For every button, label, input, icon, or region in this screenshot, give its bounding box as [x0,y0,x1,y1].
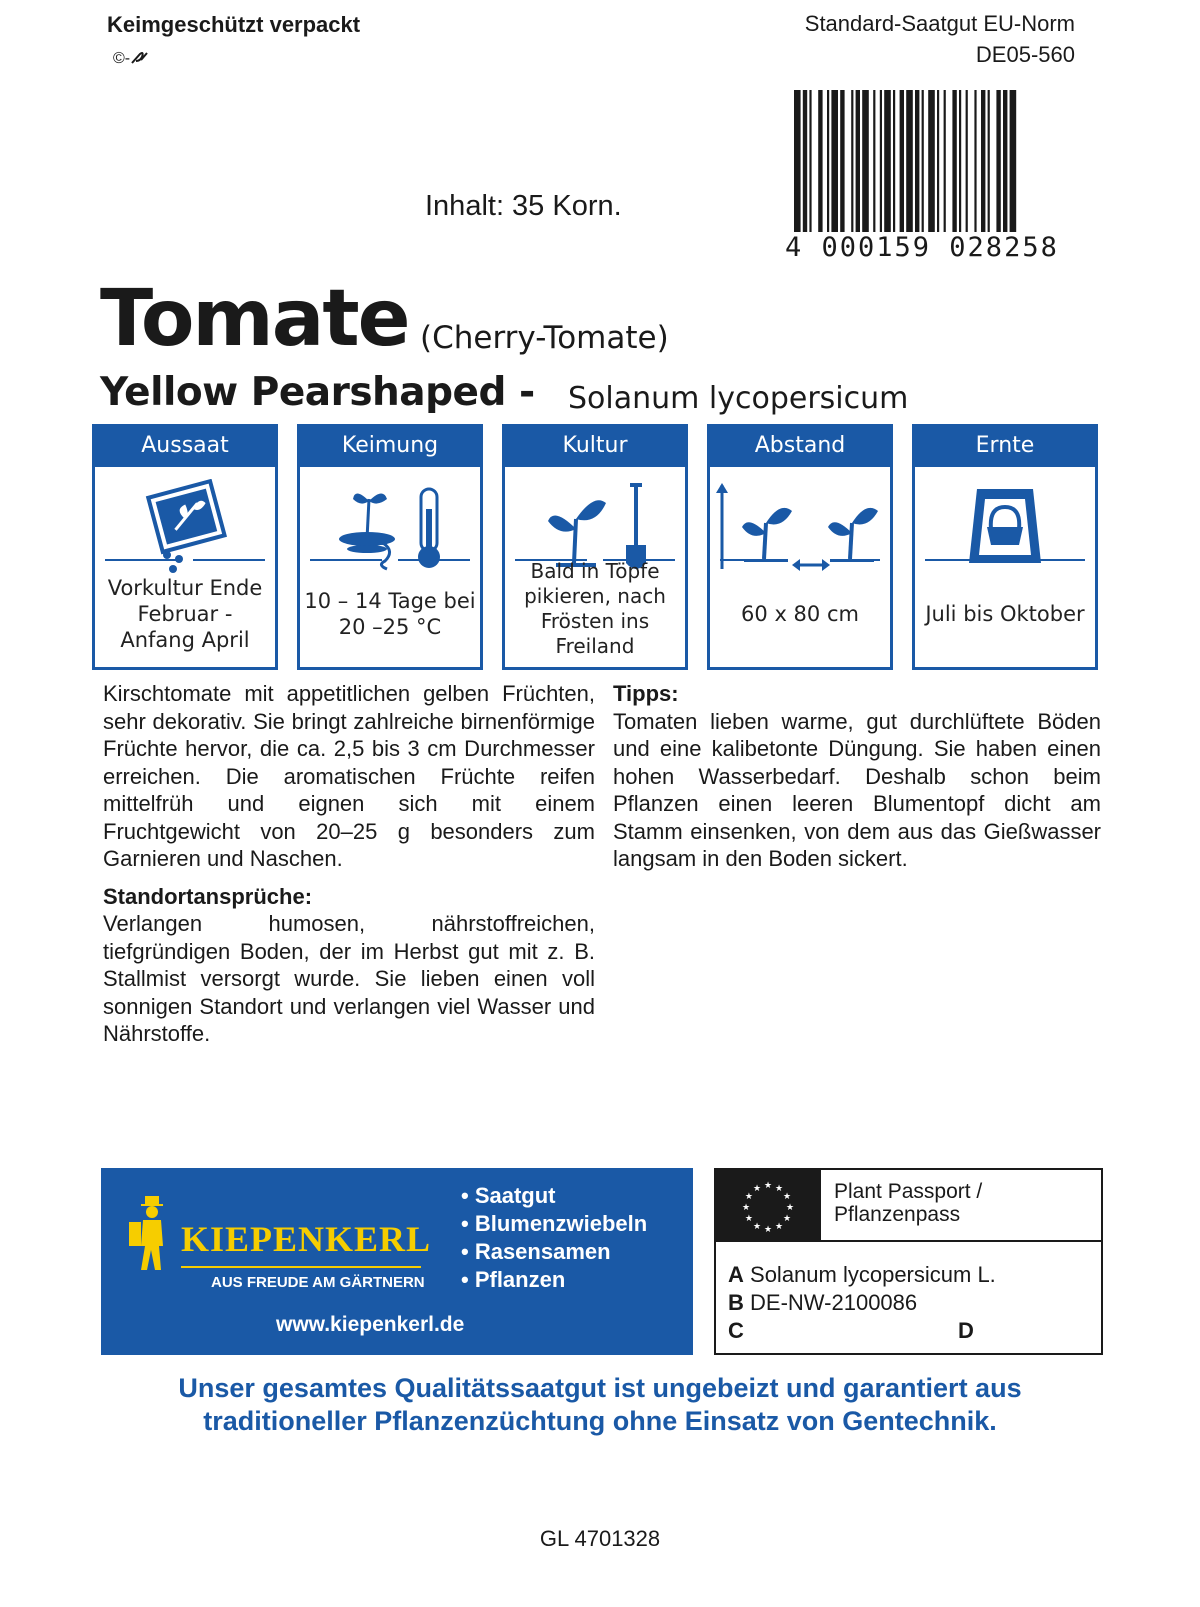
barcode-bar [873,90,875,240]
passport-line-c [728,1318,744,1344]
star-icon: ★ [785,1202,795,1212]
barcode-bar [1010,90,1017,240]
barcode-bar [981,90,985,240]
standard-label: Standard-Saatgut EU-Norm [804,11,1075,36]
barcode-bar [966,90,968,240]
signature-icon [130,51,150,65]
brand-slogan: AUS FREUDE AM GÄRTNERN [211,1274,425,1291]
quality-line1: Unser gesamtes Qualitätssaatgut ist ungebeizt und garantiert aus [178,1373,1022,1403]
sealed-label: Keimgeschützt verpackt [107,12,361,37]
barcode-bar [906,90,913,240]
product-list [461,1182,647,1294]
line-label: B [728,1290,744,1315]
barcode-bar [840,90,844,240]
barcode-bars [792,90,1082,240]
eu-flag-icon [716,1170,821,1240]
card-text: Juli bis Oktober [925,602,1085,626]
card-divider [720,559,880,561]
star-icon: ★ [774,1221,784,1232]
barcode-bar [831,90,838,240]
card-heading: Aussaat [95,427,275,467]
line-label: C [728,1318,744,1343]
barcode-number: 4 000159 028258 [782,232,1062,263]
copyright-text: ©- [113,50,131,67]
star-icon: ★ [774,1182,784,1193]
card-heading: Keimung [300,427,480,467]
barcode-bar [1003,90,1007,240]
standard-code: DE05-560 [975,42,1075,67]
passport-line-a [728,1262,996,1288]
barcode-bar [809,90,811,240]
star-icon: ★ [763,1224,773,1234]
seed-packet-icon [95,477,275,577]
passport-line-d [958,1318,974,1344]
brand-underline [181,1266,421,1268]
standard-block [805,8,1075,70]
barcode-bar [996,90,1000,240]
product-type: (Cherry-Tomate) [420,320,669,356]
barcode [785,90,1082,265]
quality-line2: traditioneller Pflanzenzüchtung ohne Einsatz von Gentechnik. [203,1406,997,1436]
tips-column [613,680,1101,873]
brand-box [101,1168,693,1355]
footer-code: GL 4701328 [539,1526,661,1551]
list-item: • Saatgut [461,1183,556,1208]
barcode-bar [937,90,939,240]
card-ernte [912,424,1098,670]
sprout-thermometer-icon [300,477,480,577]
barcode-bar [827,90,829,240]
barcode-bar [880,90,882,240]
harvest-basket-icon [915,477,1095,577]
barcode-bar [794,90,801,240]
line-label: A [728,1262,744,1287]
description-text: Kirschtomate mit appetitlichen gelben Früchten, sehr dekorativ. Sie bringt zahlreiche birnenförmige Früchte hervor, die ca. 2,5 bis 3 cm Durchmesser erreichen. Die aromatischen Früchte reifen mittelfrüh und eignen sich mit einem Fruchtgewicht von 20–25 g besonders zum Garnieren und Naschen. [103,681,595,871]
card-kultur [502,424,688,670]
barcode-bar [928,90,935,240]
tips-heading: Tipps: [613,681,679,706]
card-text: 60 x 80 cm [741,602,859,626]
barcode-bar [922,90,924,240]
location-heading: Standortansprüche: [103,883,313,909]
barcode-bar [915,90,919,240]
card-heading: Abstand [710,427,890,467]
plant-passport [714,1168,1103,1355]
card-text: 10 – 14 Tage bei 20 –25 °C [304,589,476,639]
star-icon: ★ [752,1221,762,1232]
barcode-bar [851,90,853,240]
barcode-bar [803,90,807,240]
card-heading: Kultur [505,427,685,467]
card-divider [105,559,265,561]
content-amount: Inhalt: 35 Korn. [425,190,622,222]
card-heading: Ernte [915,427,1095,467]
product-title: Tomate [100,274,409,364]
latin-name: Solanum lycopersicum [568,381,909,416]
barcode-bar [959,90,961,240]
website-link[interactable]: www.kiepenkerl.de [276,1313,465,1336]
list-item: • Rasensamen [461,1239,611,1264]
variety-name: Yellow Pearshaped - [100,370,535,415]
passport-title-line2: Pflanzenpass [834,1203,961,1226]
barcode-bar [818,90,822,240]
star-icon: ★ [741,1202,751,1212]
quality-statement [60,1372,1140,1438]
barcode-bar [893,90,895,240]
card-divider [310,559,470,561]
brand-name: KIEPENKERL [181,1219,432,1259]
passport-line-b [728,1290,917,1316]
passport-title [834,1180,982,1226]
copyright-mark [113,50,150,68]
passport-divider [716,1240,1101,1242]
barcode-bar [988,90,990,240]
card-divider [925,559,1085,561]
spacing-icon [710,477,890,577]
location-text: Verlangen humosen, nährstoffreichen, tiefgründigen Boden, der im Herbst gut mit z. B. Stallmist versorgt wurde. Sie lieben einen voll sonnigen Standort und verlangen viel Wasser und Nährstoffe. [103,911,595,1046]
list-item: • Pflanzen [461,1267,566,1292]
line-value: DE-NW-2100086 [750,1290,918,1315]
star-icon: ★ [752,1182,762,1193]
description-column [103,680,595,1048]
list-item: • Blumenzwiebeln [461,1211,648,1236]
card-abstand [707,424,893,670]
barcode-bar [952,90,956,240]
line-value: Solanum lycopersicum L. [750,1262,996,1287]
card-text: Vorkultur Ende Februar - Anfang April [107,576,263,652]
passport-title-line1: Plant Passport / [834,1180,983,1203]
card-aussaat [92,424,278,670]
barcode-bar [944,90,946,240]
star-icon: ★ [783,1191,792,1201]
star-icon: ★ [744,1213,753,1223]
star-icon: ★ [744,1191,753,1201]
barcode-bar [884,90,891,240]
tips-text: Tomaten lieben warme, gut durchlüftete Böden und eine kalibetonte Düngung. Sie haben einen hohen Wasserbedarf. Deshalb schon beim Pflanzen einen leeren Blumentopf dicht am Stamm einsenken, von dem aus das Gießwasser langsam in den Boden sickert. [613,708,1101,871]
barcode-bar [900,90,904,240]
line-label: D [958,1318,974,1343]
card-keimung [297,424,483,670]
star-icon: ★ [783,1213,792,1223]
kiepenkerl-figure-logo [127,1194,177,1274]
barcode-bar [856,90,860,240]
card-text: Bald in Töpfe pikieren, nach Frösten ins Freiland [524,559,666,658]
star-icon: ★ [763,1180,773,1190]
barcode-bar [974,90,976,240]
barcode-bar [862,90,869,240]
